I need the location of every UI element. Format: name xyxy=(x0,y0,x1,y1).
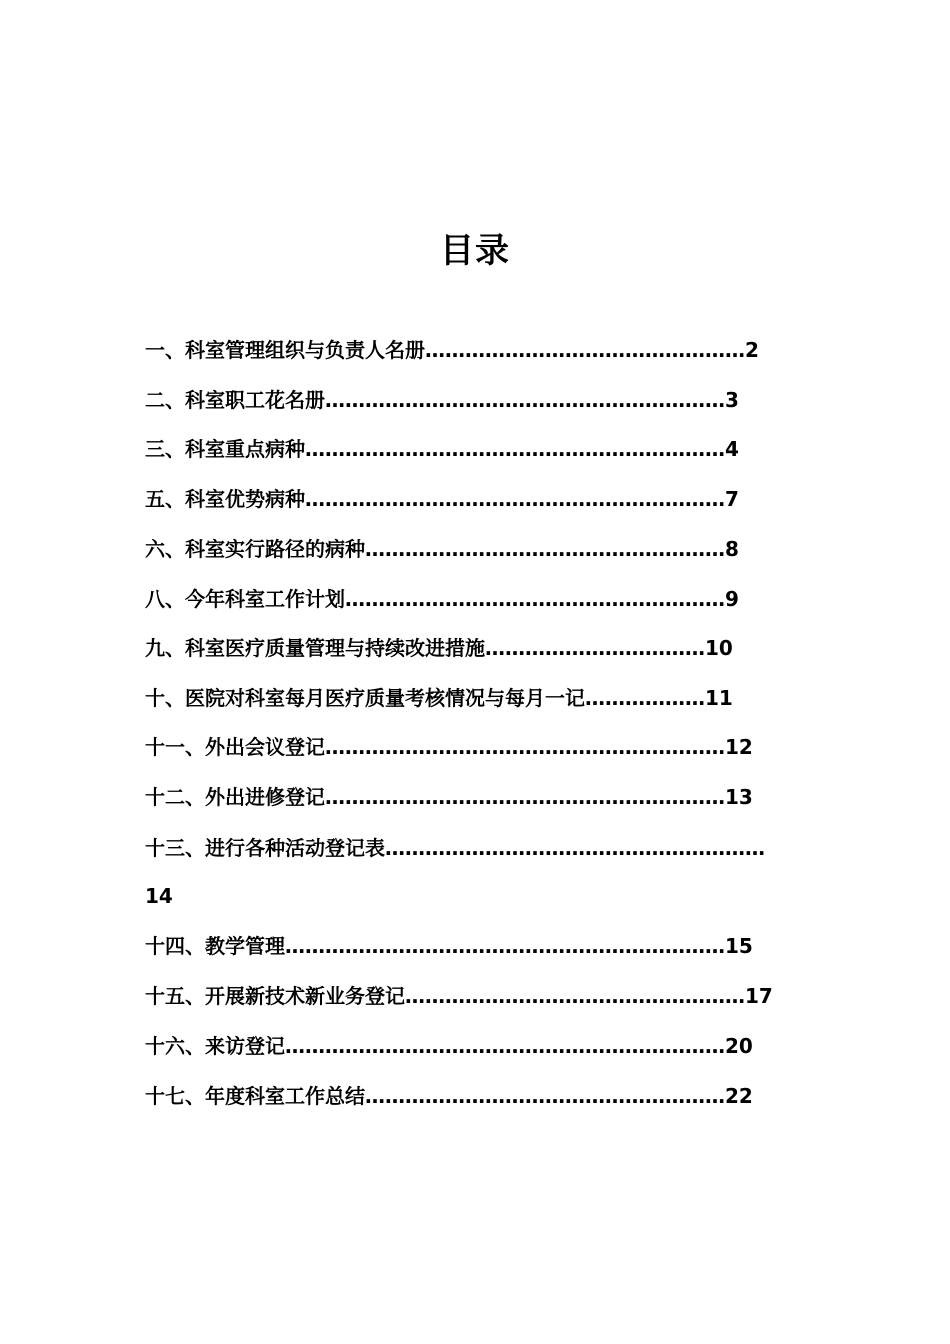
toc-entry-page: 22 xyxy=(725,1084,753,1108)
toc-entry[interactable] xyxy=(145,586,739,612)
toc-entry-page: 13 xyxy=(725,785,753,809)
toc-entry[interactable] xyxy=(145,387,739,413)
toc-entry-label: 十一、外出会议登记 xyxy=(145,735,325,759)
toc-entry-label: 五、科室优势病种 xyxy=(145,487,305,511)
toc-entry-page: 11 xyxy=(705,686,733,710)
toc-entry-leader: ………………………………………………… xyxy=(385,836,765,860)
toc-entry-page: 7 xyxy=(725,487,739,511)
toc-entry[interactable] xyxy=(145,933,753,959)
toc-entry-page: 12 xyxy=(725,735,753,759)
toc-entry-label: 二、科室职工花名册 xyxy=(145,388,325,412)
toc-entry-leader: …………………………… xyxy=(485,636,705,660)
toc-entry-leader: ……………………………………………………… xyxy=(305,437,725,461)
toc-entry-leader: ………………………………………………… xyxy=(345,587,725,611)
toc-entry-leader: ………………………………………………………… xyxy=(285,1034,725,1058)
toc-entry-leader: …………………………………………………… xyxy=(325,388,725,412)
toc-entry-leader: …………………………………………………… xyxy=(325,735,725,759)
toc-entry-label: 十四、教学管理 xyxy=(145,934,285,958)
toc-entry-leader: ……………………………………………… xyxy=(365,537,725,561)
toc-entry-label: 十、医院对科室每月医疗质量考核情况与每月一记 xyxy=(145,686,585,710)
toc-entry-page: 9 xyxy=(725,587,739,611)
toc-entry[interactable] xyxy=(145,784,753,810)
toc-entry-leader: ……………………………………………………… xyxy=(305,487,725,511)
toc-entry-page: 4 xyxy=(725,437,739,461)
toc-title: 目录 xyxy=(440,231,510,271)
toc-entry[interactable] xyxy=(145,635,733,661)
toc-entry[interactable] xyxy=(145,1083,753,1109)
toc-entry[interactable] xyxy=(145,983,773,1009)
toc-entry[interactable] xyxy=(145,734,753,760)
toc-entry-leader: …………………………………………………… xyxy=(325,785,725,809)
toc-entry-page: 3 xyxy=(725,388,739,412)
toc-entry-continuation[interactable] xyxy=(145,883,173,909)
toc-entry-leader: ………………………………………………………… xyxy=(285,934,725,958)
toc-entry-page: 20 xyxy=(725,1034,753,1058)
toc-entry-page: 8 xyxy=(725,537,739,561)
toc-entry-label: 十五、开展新技术新业务登记 xyxy=(145,984,405,1008)
toc-entry-page: 15 xyxy=(725,934,753,958)
toc-entry[interactable] xyxy=(145,835,765,861)
toc-entry-leader: ……………… xyxy=(585,686,705,710)
toc-entry-label: 十二、外出进修登记 xyxy=(145,785,325,809)
toc-entry-page: 17 xyxy=(745,984,773,1008)
toc-entry-label: 六、科室实行路径的病种 xyxy=(145,537,365,561)
toc-entry-label: 十六、来访登记 xyxy=(145,1034,285,1058)
toc-entry-label: 八、今年科室工作计划 xyxy=(145,587,345,611)
toc-entry-leader: …………………………………………… xyxy=(405,984,745,1008)
toc-entry[interactable] xyxy=(145,536,739,562)
toc-entry-page: 10 xyxy=(705,636,733,660)
toc-entry-label: 十三、进行各种活动登记表 xyxy=(145,836,385,860)
toc-entry[interactable] xyxy=(145,1033,753,1059)
toc-entry-page: 14 xyxy=(145,884,173,908)
toc-entry[interactable] xyxy=(145,685,733,711)
toc-entry[interactable] xyxy=(145,436,739,462)
toc-entry-label: 三、科室重点病种 xyxy=(145,437,305,461)
toc-entry[interactable] xyxy=(145,486,739,512)
toc-entry-label: 一、科室管理组织与负责人名册 xyxy=(145,338,425,362)
toc-entry[interactable] xyxy=(145,337,759,363)
toc-entry-page: 2 xyxy=(745,338,759,362)
toc-entry-leader: ………………………………………… xyxy=(425,338,745,362)
toc-entry-leader: ……………………………………………… xyxy=(365,1084,725,1108)
toc-entry-label: 九、科室医疗质量管理与持续改进措施 xyxy=(145,636,485,660)
toc-entry-label: 十七、年度科室工作总结 xyxy=(145,1084,365,1108)
